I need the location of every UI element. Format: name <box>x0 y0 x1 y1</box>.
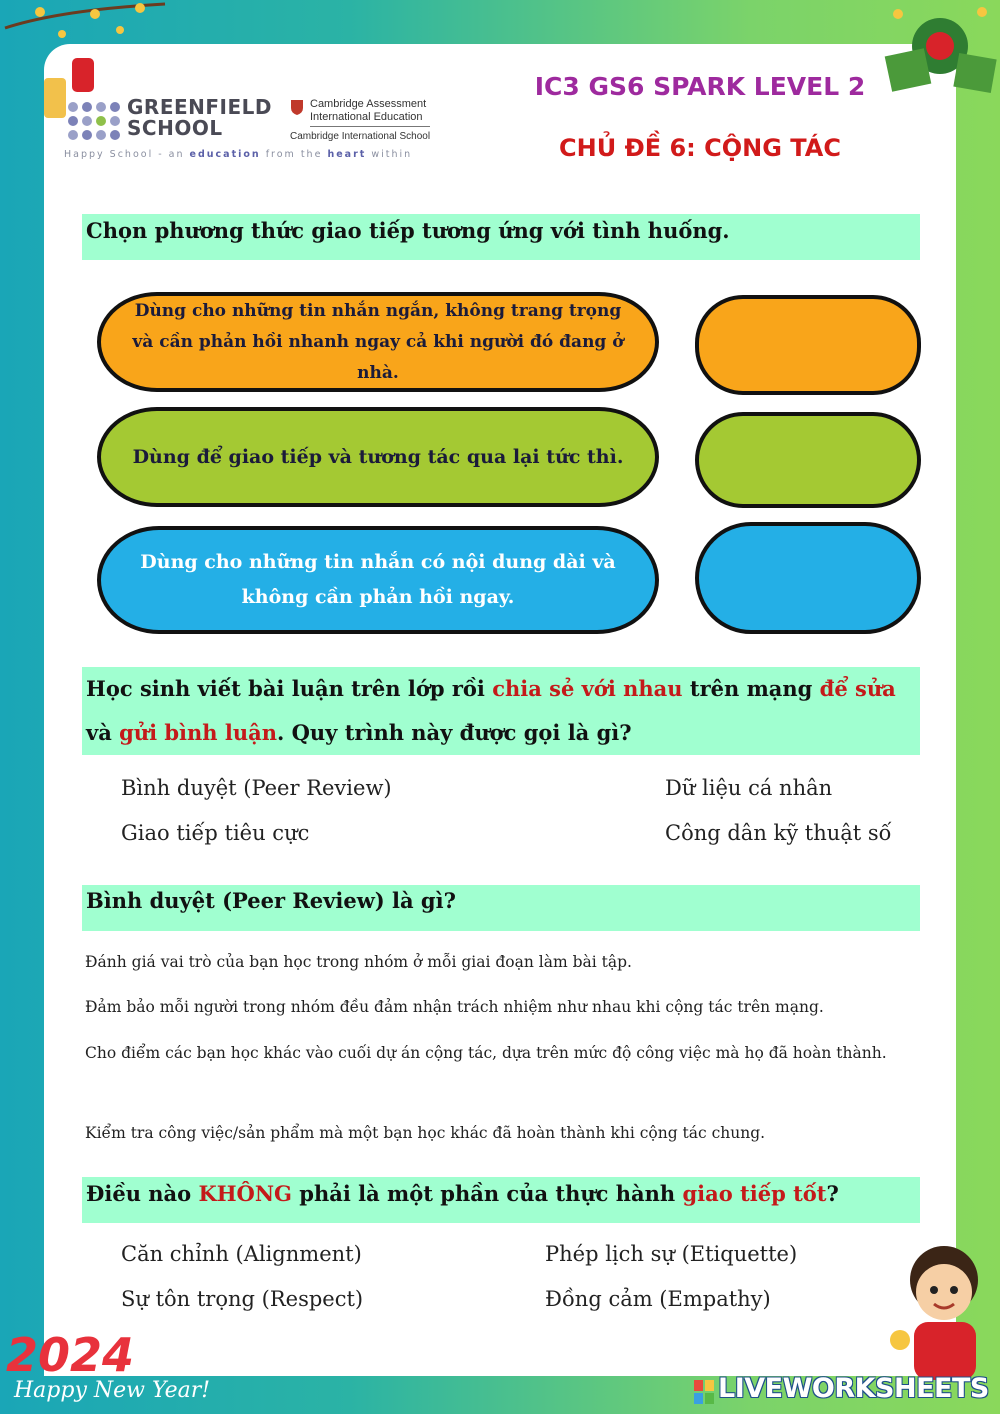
q3-option-1[interactable]: Đánh giá vai trò của bạn học trong nhóm ở mỗi giai đoạn làm bài tập. <box>85 953 632 971</box>
liveworksheets-brand[interactable]: LIVEWORKSHEETS <box>718 1373 989 1404</box>
question-4-prompt: Điều nào KHÔNG phải là một phần của thực hành giao tiếp tốt? <box>82 1177 920 1223</box>
q2-option-peer-review[interactable]: Bình duyệt (Peer Review) <box>121 776 392 800</box>
q3-option-2[interactable]: Đảm bảo mỗi người trong nhóm đều đảm nhận trách nhiệm như nhau khi cộng tác trên mạng. <box>85 998 824 1016</box>
q4-option-alignment[interactable]: Căn chỉnh (Alignment) <box>121 1242 362 1266</box>
question-3-prompt: Bình duyệt (Peer Review) là gì? <box>82 885 920 931</box>
school-name: GREENFIELD SCHOOL <box>127 95 272 140</box>
worksheet-title: IC3 GS6 SPARK LEVEL 2 <box>534 72 866 101</box>
school-logo-icon <box>66 100 122 142</box>
situation-3: Dùng cho những tin nhắn có nội dung dài và không cần phản hồi ngay. <box>97 526 659 634</box>
answer-drop-box-3[interactable] <box>695 522 921 634</box>
new-year-greeting: Happy New Year! <box>14 1378 211 1403</box>
q3-option-4[interactable]: Kiểm tra công việc/sản phẩm mà một bạn học khác đã hoàn thành khi cộng tác chung. <box>85 1124 766 1142</box>
q2-option-personal-data[interactable]: Dữ liệu cá nhân <box>665 776 833 800</box>
child-character-illustration <box>880 1240 1000 1380</box>
q4-option-respect[interactable]: Sự tôn trọng (Respect) <box>121 1287 364 1311</box>
q2-option-negative-communication[interactable]: Giao tiếp tiêu cực <box>121 821 310 845</box>
q3-option-3[interactable]: Cho điểm các bạn học khác vào cuối dự án cộng tác, dựa trên mức độ công việc mà họ đã hoàn thành. <box>85 1044 887 1062</box>
new-year-number: 2024 <box>6 1328 135 1382</box>
q2-option-digital-citizen[interactable]: Công dân kỹ thuật số <box>665 821 892 845</box>
answer-drop-box-1[interactable] <box>695 295 921 395</box>
cambridge-logo: Cambridge Assessment International Education Cambridge International School <box>290 98 431 142</box>
school-tagline: Happy School - an education from the heart within <box>64 149 413 160</box>
lantern-decoration <box>72 58 94 92</box>
tet-cake-decoration <box>878 0 1000 96</box>
answer-drop-box-2[interactable] <box>695 412 921 508</box>
situation-1: Dùng cho những tin nhắn ngắn, không trang trọng và cần phản hồi nhanh ngay cả khi người đó đang ở nhà. <box>97 292 659 392</box>
situation-2: Dùng để giao tiếp và tương tác qua lại tức thì. <box>97 407 659 507</box>
lantern-decoration <box>44 78 66 118</box>
q4-option-etiquette[interactable]: Phép lịch sự (Etiquette) <box>545 1242 798 1266</box>
liveworksheets-logo-icon <box>694 1380 714 1404</box>
topic-title: CHỦ ĐỀ 6: CỘNG TÁC <box>559 134 841 162</box>
question-2-prompt: Học sinh viết bài luận trên lớp rồi chia sẻ với nhau trên mạng để sửa và gửi bình luận. Quy trình này được gọi là gì? <box>82 667 920 755</box>
question-1-prompt: Chọn phương thức giao tiếp tương ứng với tình huống. <box>82 214 920 260</box>
q4-option-empathy[interactable]: Đồng cảm (Empathy) <box>545 1287 771 1311</box>
blossom-branch-decoration <box>0 0 170 60</box>
